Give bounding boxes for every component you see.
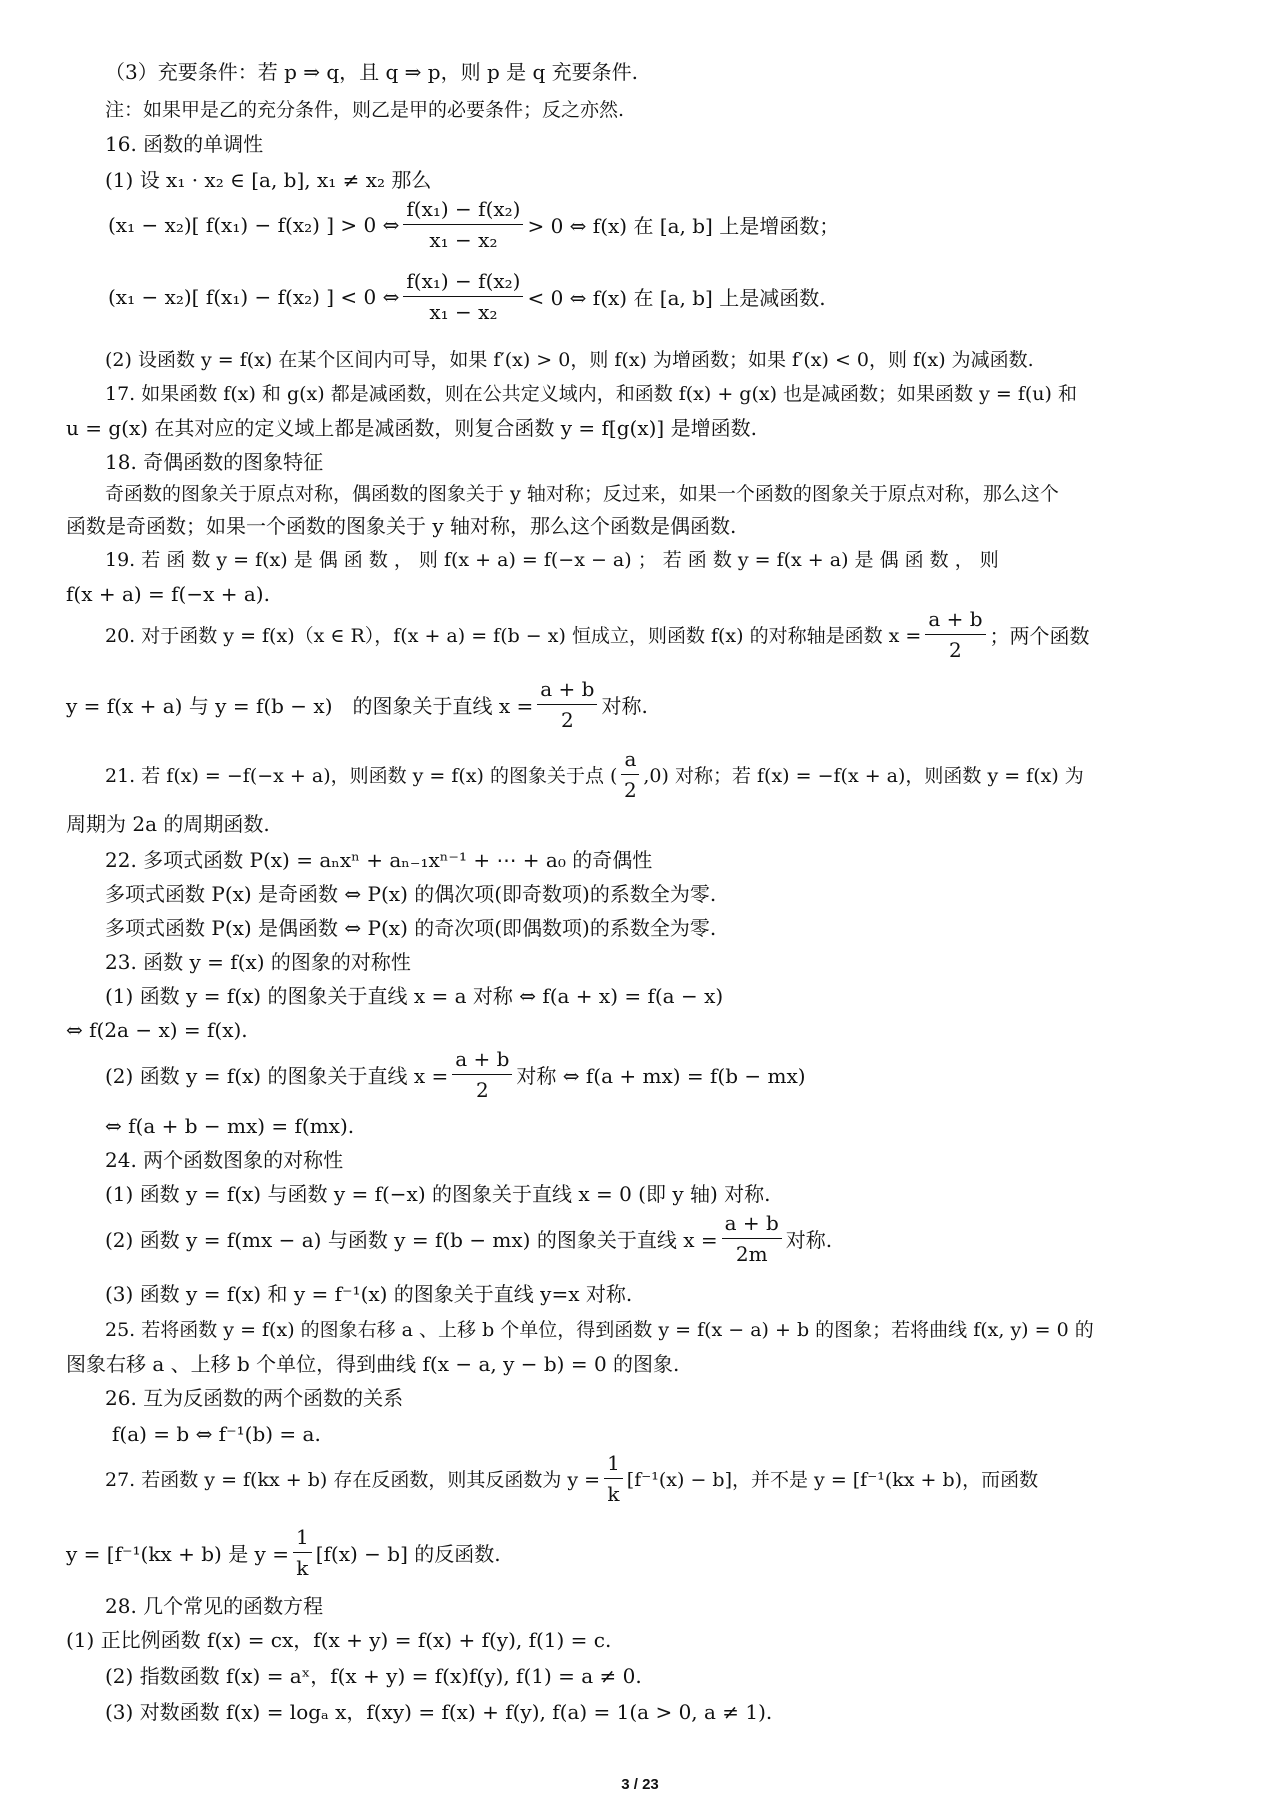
fraction-denominator: 2m	[735, 1242, 768, 1266]
formula-text: ；两个函数	[989, 624, 1090, 648]
text-line: (2) 指数函数 f(x) = aˣ，f(x + y) = f(x)f(y), f(1) = a ≠ 0.	[105, 1664, 642, 1688]
text-line: 图象右移 a 、上移 b 个单位，得到曲线 f(x − a, y − b) = 0 的图象.	[66, 1352, 680, 1376]
section-heading: 24. 两个函数图象的对称性	[105, 1148, 344, 1172]
formula-text: 对称.	[785, 1228, 833, 1252]
text-line: f(x + a) = f(−x + a).	[66, 582, 270, 606]
fraction-numerator: f(x₁) − f(x₂)	[403, 196, 523, 225]
section-heading: 16. 函数的单调性	[105, 132, 264, 156]
fraction-denominator: x₁ − x₂	[429, 300, 498, 324]
formula-text: 27. 若函数 y = f(kx + b) 存在反函数，则其反函数为 y =	[105, 1469, 601, 1491]
text-line: (2) 设函数 y = f(x) 在某个区间内可导，如果 f′(x) > 0，则 f(x) 为增函数；如果 f′(x) < 0，则 f(x) 为减函数.	[105, 349, 1034, 371]
fraction-numerator: a + b	[722, 1210, 782, 1239]
section-heading: 28. 几个常见的函数方程	[105, 1594, 324, 1618]
text-line: (1) 设 x₁ · x₂ ∈ [a, b], x₁ ≠ x₂ 那么	[105, 168, 432, 192]
text-line: (3) 函数 y = f(x) 和 y = f⁻¹(x) 的图象关于直线 y=x 对称.	[105, 1282, 633, 1306]
text-line: u = g(x) 在其对应的定义域上都是减函数，则复合函数 y = f[g(x)] 是增函数.	[66, 416, 757, 440]
page-number: 3 / 23	[621, 1776, 659, 1793]
formula-text: 21. 若 f(x) = −f(−x + a)，则函数 y = f(x) 的图象关于点 (	[105, 765, 618, 787]
text-line: f(a) = b ⇔ f⁻¹(b) = a.	[112, 1422, 321, 1446]
formula-line	[105, 746, 1084, 803]
fraction-denominator: 2	[949, 638, 962, 662]
text-line: 周期为 2a 的周期函数.	[66, 812, 270, 836]
fraction	[452, 1046, 512, 1103]
fraction	[925, 606, 985, 663]
note-line: 注：如果甲是乙的充分条件，则乙是甲的必要条件；反之亦然.	[105, 99, 625, 121]
fraction-denominator: x₁ − x₂	[429, 228, 498, 252]
formula-line	[66, 1524, 501, 1581]
formula-text: (x₁ − x₂)[ f(x₁) − f(x₂) ] > 0 ⇔	[108, 212, 400, 237]
text-line: (1) 函数 y = f(x) 的图象关于直线 x = a 对称 ⇔ f(a + x) = f(a − x)	[105, 984, 724, 1008]
fraction-numerator: 1	[604, 1450, 623, 1479]
fraction-numerator: a + b	[537, 676, 597, 705]
fraction-denominator: 2	[624, 778, 637, 802]
formula-text: (2) 函数 y = f(x) 的图象关于直线 x =	[105, 1064, 449, 1088]
fraction-numerator: f(x₁) − f(x₂)	[403, 268, 523, 297]
text-line: （3）充要条件：若 p ⇒ q，且 q ⇒ p，则 p 是 q 充要条件.	[105, 60, 638, 84]
fraction-numerator: a + b	[452, 1046, 512, 1075]
formula-line	[105, 606, 1090, 663]
section-heading: 23. 函数 y = f(x) 的图象的对称性	[105, 950, 411, 974]
formula-text: y = [f⁻¹(kx + b) 是 y =	[66, 1542, 289, 1566]
fraction	[604, 1450, 623, 1507]
fraction-denominator: k	[607, 1482, 620, 1506]
formula-text: < 0 ⇔ f(x) 在 [a, b] 上是减函数.	[527, 286, 826, 310]
formula-text: 对称.	[601, 694, 648, 718]
fraction	[403, 196, 523, 253]
formula-text: (x₁ − x₂)[ f(x₁) − f(x₂) ] < 0 ⇔	[108, 284, 400, 309]
formula-line	[108, 268, 826, 325]
formula-line	[105, 1046, 806, 1103]
fraction	[403, 268, 523, 325]
section-heading: 22. 多项式函数 P(x) = aₙxⁿ + aₙ₋₁xⁿ⁻¹ + ⋯ + a₀ 的奇偶性	[105, 848, 653, 872]
fraction-denominator: 2	[475, 1078, 489, 1102]
fraction-numerator: 1	[293, 1524, 312, 1553]
section-heading: 26. 互为反函数的两个函数的关系	[105, 1386, 404, 1410]
formula-text: y = f(x + a) 与 y = f(b − x) 的图象关于直线 x =	[66, 694, 534, 718]
text-line: 19. 若 函 数 y = f(x) 是 偶 函 数 ， 则 f(x + a) = f(−x − a) ； 若 函 数 y = f(x + a) 是 偶 函 数 ， 则	[105, 549, 999, 571]
fraction-denominator: k	[296, 1556, 309, 1580]
formula-text: (2) 函数 y = f(mx − a) 与函数 y = f(b − mx) 的图象关于直线 x =	[105, 1228, 718, 1252]
text-line: (1) 正比例函数 f(x) = cx，f(x + y) = f(x) + f(y), f(1) = c.	[66, 1628, 612, 1652]
text-line: (1) 函数 y = f(x) 与函数 y = f(−x) 的图象关于直线 x = 0 (即 y 轴) 对称.	[105, 1182, 771, 1206]
formula-text: > 0 ⇔ f(x) 在 [a, b] 上是增函数；	[527, 214, 840, 238]
text-line: 多项式函数 P(x) 是偶函数 ⇔ P(x) 的奇次项(即偶数项)的系数全为零.	[105, 916, 717, 940]
formula-line	[105, 1450, 1038, 1507]
fraction	[722, 1210, 782, 1267]
formula-line	[108, 196, 839, 253]
text-line: 奇函数的图象关于原点对称，偶函数的图象关于 y 轴对称；反过来，如果一个函数的图象关于原点对称，那么这个	[105, 483, 1059, 505]
formula-text: [f(x) − b] 的反函数.	[315, 1542, 501, 1566]
text-line: 函数是奇函数；如果一个函数的图象关于 y 轴对称，那么这个函数是偶函数.	[66, 514, 737, 538]
section-heading: 18. 奇偶函数的图象特征	[105, 450, 324, 474]
fraction	[621, 746, 639, 803]
formula-text: 对称 ⇔ f(a + mx) = f(b − mx)	[516, 1064, 806, 1088]
text-line: (3) 对数函数 f(x) = logₐ x，f(xy) = f(x) + f(y), f(a) = 1(a > 0, a ≠ 1).	[105, 1700, 773, 1724]
formula-line	[105, 1210, 832, 1267]
fraction-denominator: 2	[561, 708, 574, 732]
text-line: 多项式函数 P(x) 是奇函数 ⇔ P(x) 的偶次项(即奇数项)的系数全为零.	[105, 882, 717, 906]
formula-text: 20. 对于函数 y = f(x)（x ∈ R），f(x + a) = f(b − x) 恒成立，则函数 f(x) 的对称轴是函数 x =	[105, 625, 922, 647]
fraction-numerator: a	[621, 746, 639, 775]
text-line: ⇔ f(a + b − mx) = f(mx).	[105, 1114, 355, 1138]
fraction	[293, 1524, 312, 1581]
formula-text: ,0) 对称；若 f(x) = −f(x + a)，则函数 y = f(x) 为	[643, 765, 1084, 787]
formula-text: [f⁻¹(x) − b]，并不是 y = [f⁻¹(kx + b)，而函数	[626, 1469, 1039, 1491]
fraction	[537, 676, 597, 733]
formula-line	[66, 676, 648, 733]
text-line: 17. 如果函数 f(x) 和 g(x) 都是减函数，则在公共定义域内，和函数 f(x) + g(x) 也是减函数；如果函数 y = f(u) 和	[105, 383, 1077, 405]
text-line: ⇔ f(2a − x) = f(x).	[66, 1018, 248, 1042]
fraction-numerator: a + b	[925, 606, 985, 635]
text-line: 25. 若将函数 y = f(x) 的图象右移 a 、上移 b 个单位，得到函数 y = f(x − a) + b 的图象；若将曲线 f(x, y) = 0 的	[105, 1319, 1094, 1341]
